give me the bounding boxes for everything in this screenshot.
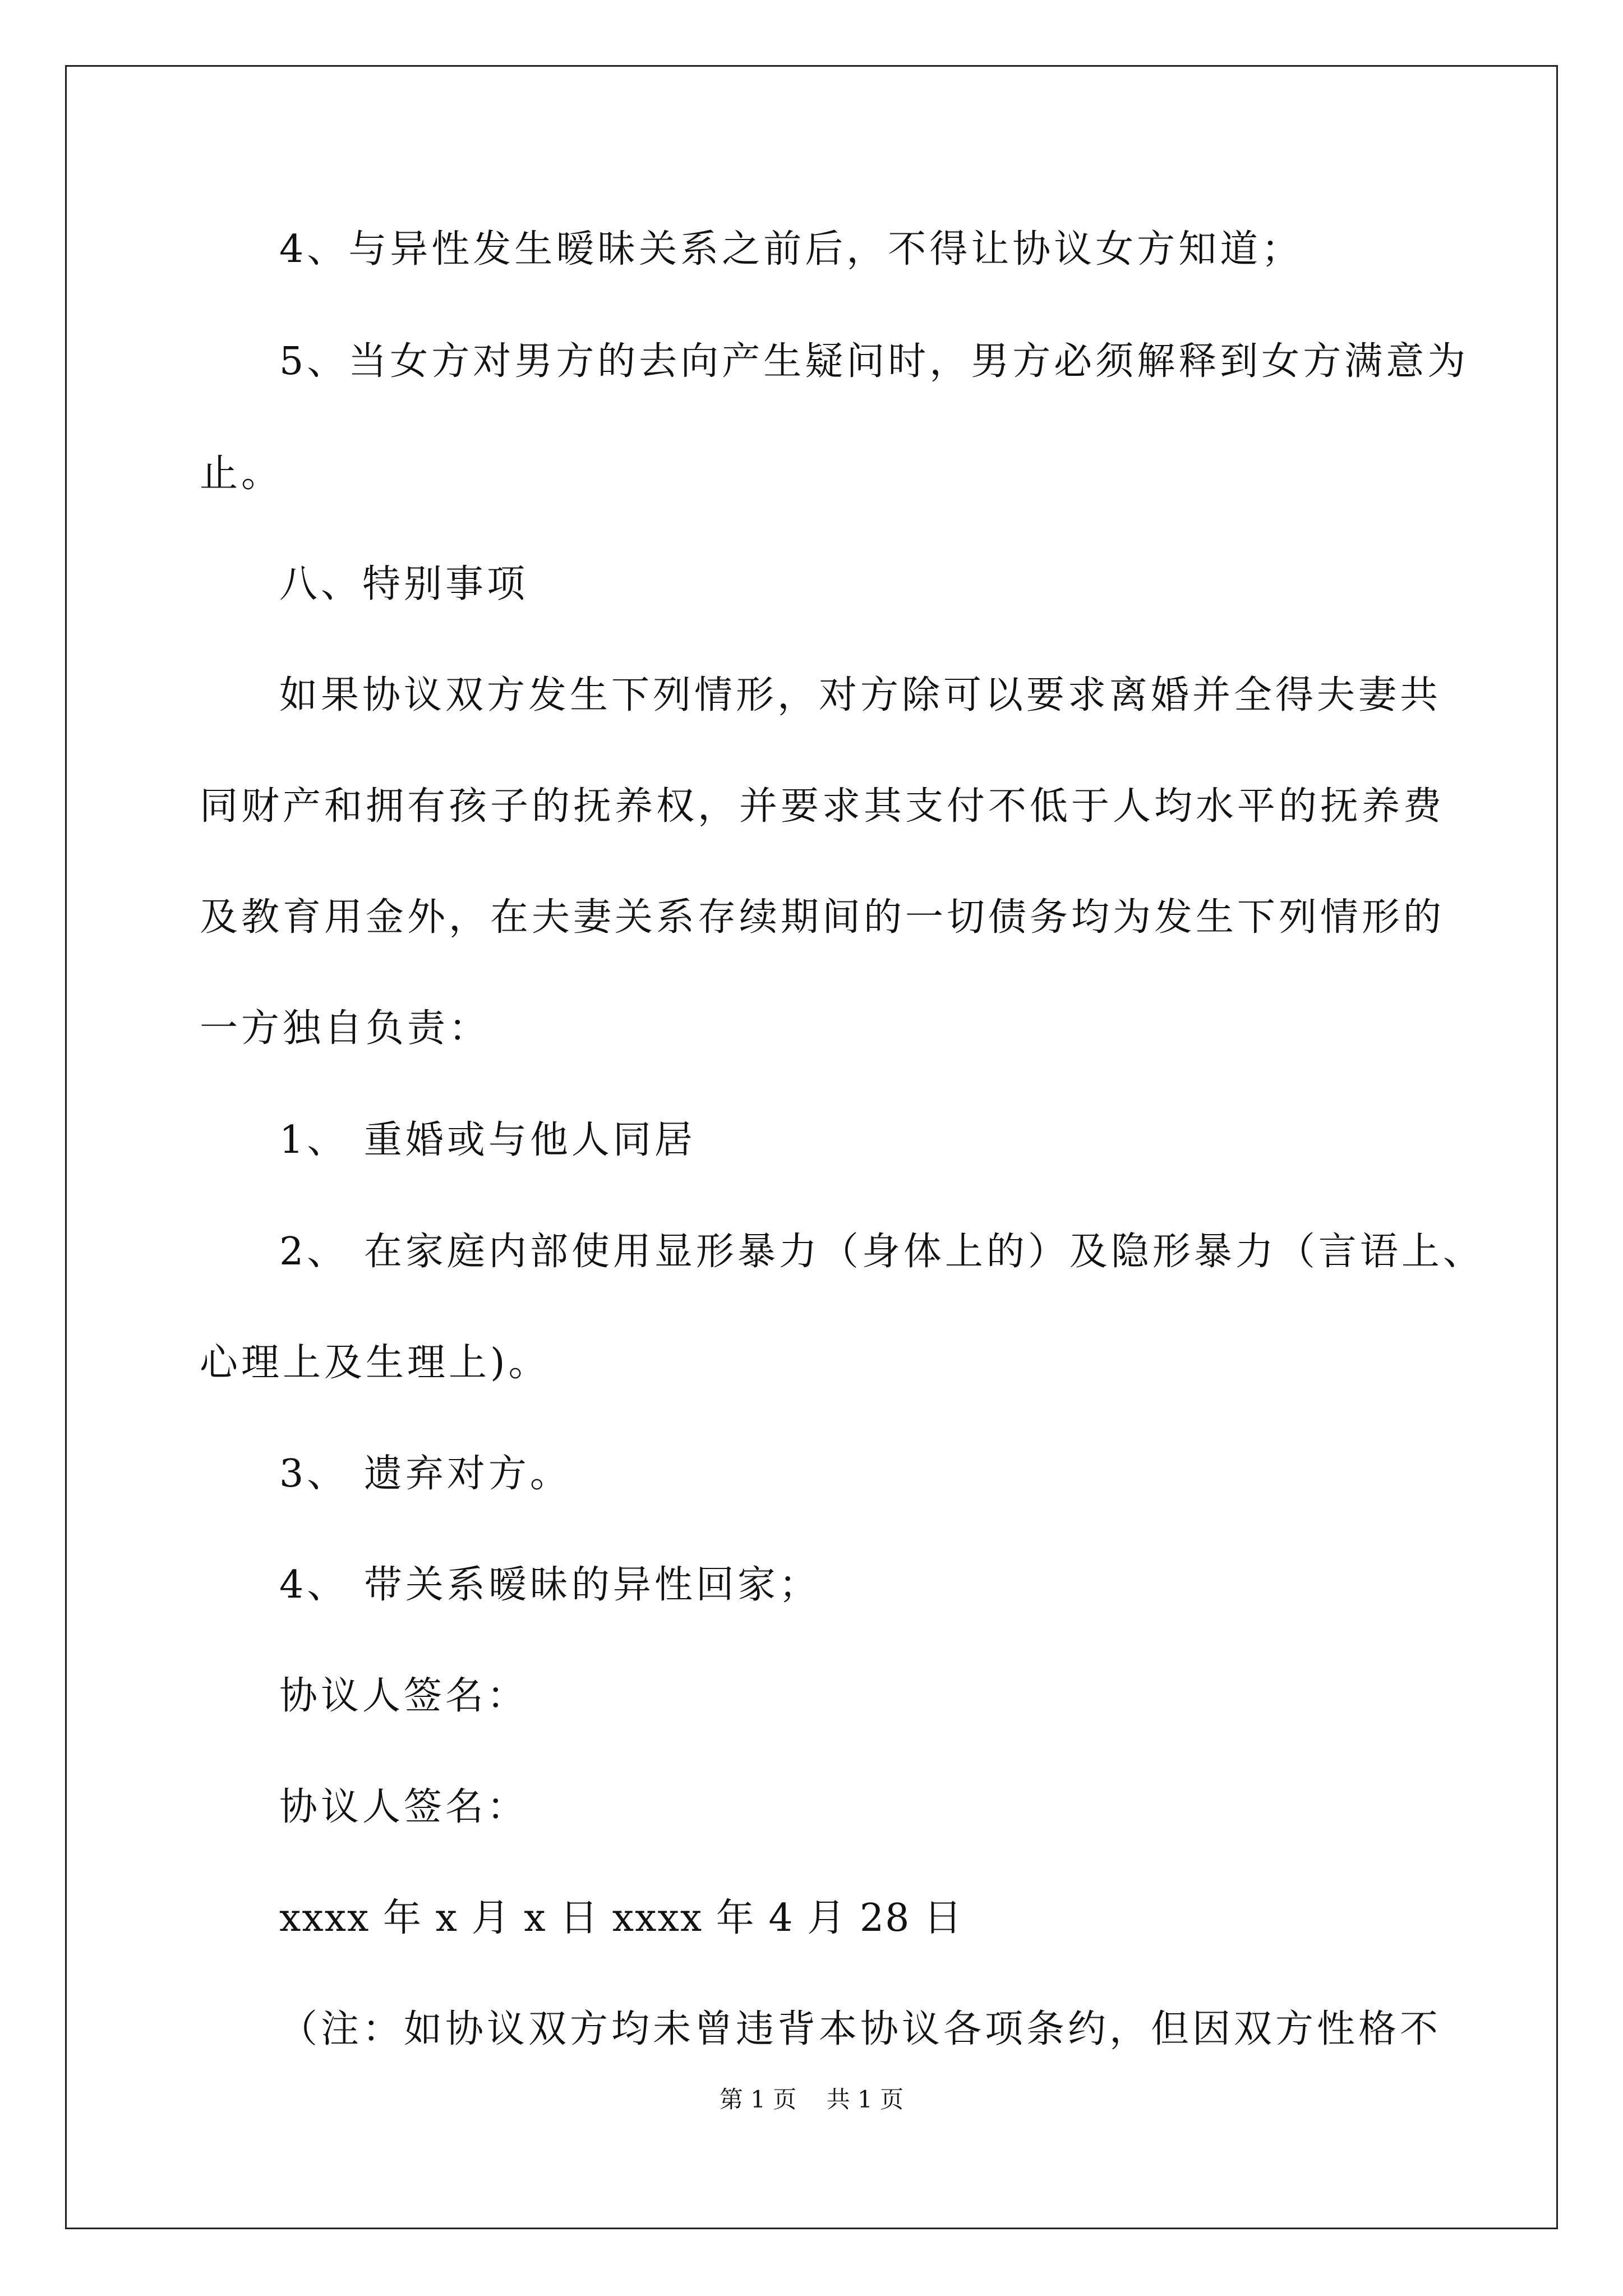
page-number: 第 1 页 共 1 页 [719,2086,904,2113]
paragraph-line: 一方独自负责： [200,1006,491,1051]
clause-line: 5、当女方对男方的去向产生疑问时，男方必须解释到女方满意为 [279,339,1469,384]
clause-line: 4、与异性发生暧昧关系之前后，不得让协议女方知道； [279,227,1303,272]
date-line: xxxx 年 x 月 x 日 xxxx 年 4 月 28 日 [279,1896,963,1940]
signature-line: 协议人签名： [279,1674,529,1718]
list-item: 3、 遗弃对方。 [279,1452,571,1496]
paragraph-line: 及教育用金外，在夫妻关系存续期间的一切债务均为发生下列情形的 [200,895,1445,940]
list-item-continuation: 心理上及生理上)。 [200,1341,550,1385]
section-heading: 八、特别事项 [279,562,529,606]
list-item: 4、 带关系暧昧的异性回家； [279,1563,820,1607]
list-item: 2、 在家庭内部使用显形暴力（身体上的）及隐形暴力（言语上、 [279,1230,1484,1274]
paragraph-line: 如果协议双方发生下列情形，对方除可以要求离婚并全得夫妻共 [279,673,1442,717]
list-item: 1、 重婚或与他人同居 [279,1118,696,1162]
clause-line: 止。 [200,452,283,496]
note-line: （注：如协议双方均未曾违背本协议各项条约，但因双方性格不 [279,2007,1442,2051]
paragraph-line: 同财产和拥有孩子的抚养权，并要求其支付不低于人均水平的抚养费 [200,784,1445,829]
signature-line: 协议人签名： [279,1785,529,1829]
